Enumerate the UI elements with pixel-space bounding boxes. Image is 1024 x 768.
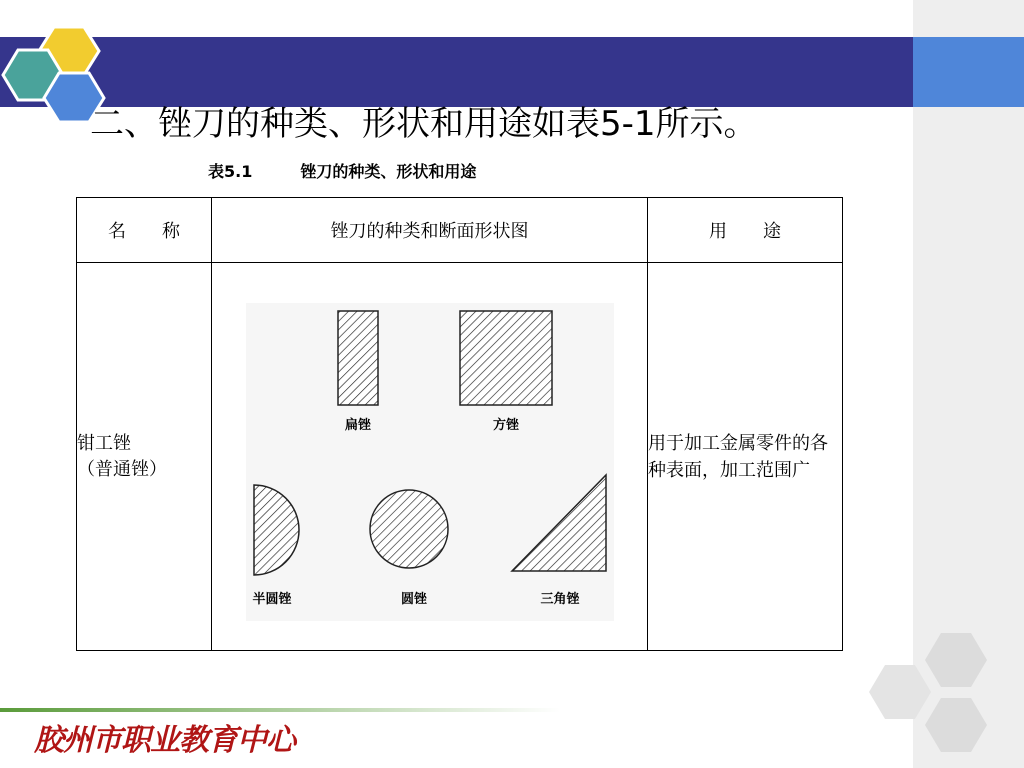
flat-file-section xyxy=(338,311,378,405)
school-logo xyxy=(30,716,300,760)
footer-divider xyxy=(0,706,560,714)
header-name: 名 称 xyxy=(77,198,212,263)
hexagon-decoration-bottom xyxy=(855,628,1024,768)
label-square-file: 方锉 xyxy=(492,417,519,433)
label-round-file: 圆锉 xyxy=(400,591,427,607)
table-caption xyxy=(208,159,476,182)
label-half-round-file: 半圆锉 xyxy=(251,591,292,607)
round-file-section xyxy=(370,490,448,568)
table-number: 表5.1 xyxy=(208,162,253,181)
svg-text:胶州市职业教育中心: 胶州市职业教育中心 xyxy=(34,723,295,758)
cell-figure xyxy=(212,263,648,651)
file-cross-section-figure xyxy=(246,303,614,621)
title-band-accent xyxy=(913,37,1024,107)
square-file-section xyxy=(460,311,552,405)
slide-title: 二、锉刀的种类、形状和用途如表5-1所示。 xyxy=(90,104,758,144)
header-usage: 用 途 xyxy=(648,198,843,263)
header-figure: 锉刀的种类和断面形状图 xyxy=(212,198,648,263)
name-line-1: 钳工锉 xyxy=(77,432,131,454)
name-line-2: （普通锉） xyxy=(77,458,167,480)
cell-name xyxy=(77,263,212,651)
file-types-table xyxy=(76,197,843,651)
cell-usage: 用于加工金属零件的各种表面，加工范围广 xyxy=(648,263,843,651)
table-caption-text: 锉刀的种类、形状和用途 xyxy=(300,162,477,181)
label-flat-file: 扁锉 xyxy=(344,417,371,433)
table-header-row xyxy=(77,198,843,263)
table-row xyxy=(77,263,843,651)
label-triangular-file: 三角锉 xyxy=(539,591,580,607)
